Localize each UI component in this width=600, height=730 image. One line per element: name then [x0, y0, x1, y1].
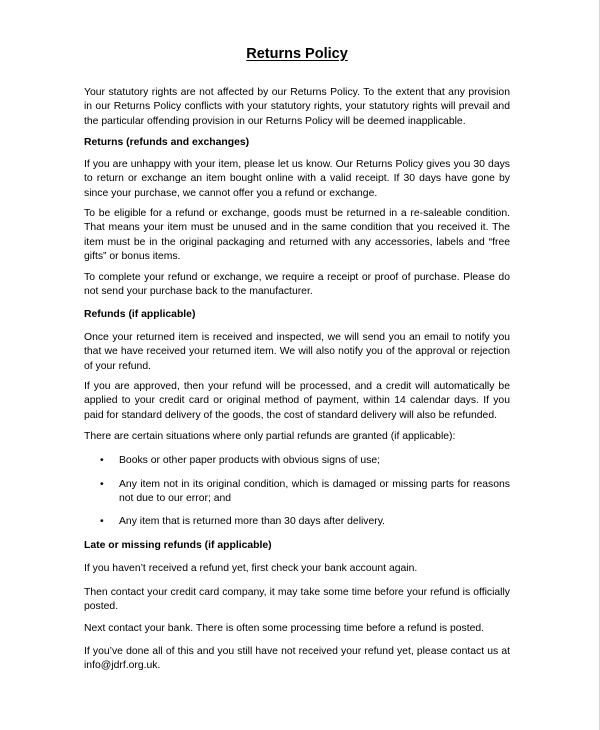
bullet-icon: • [100, 455, 104, 466]
late-paragraph-4: If you’ve done all of this and you still have not received your refund yet, please contact us at info@jdrf.org.uk. [84, 646, 510, 672]
returns-paragraph-2: To be eligible for a refund or exchange, goods must be returned in a re-saleable condition. That means your item must be unused and in the same condition that you received it. The item must be in the original packaging and returned with any accessories, labels and “free gifts” or bonus items. [84, 208, 510, 263]
refunds-heading: Refunds (if applicable) [84, 309, 196, 320]
list-item-text: Any item not in its original condition, which is damaged or missing parts for reasons not due to our error; and [119, 479, 510, 505]
bullet-icon: • [100, 479, 104, 490]
late-paragraph-3: Next contact your bank. There is often some processing time before a refund is posted. [84, 623, 485, 634]
list-item-text: Any item that is returned more than 30 days after delivery. [119, 516, 386, 527]
refunds-paragraph-1: Once your returned item is received and inspected, we will send you an email to notify you that we have received your returned item. We will also notify you of the approval or rejection of your refund. [84, 332, 510, 372]
late-paragraph-2: Then contact your credit card company, it may take some time before your refund is officially posted. [84, 587, 510, 613]
refunds-paragraph-2: If you are approved, then your refund will be processed, and a credit will automatically be applied to your credit card or original method of payment, within 14 calendar days. If you paid for standard delivery of the goods, the cost of standard delivery will also be refunded. [84, 381, 510, 421]
refunds-paragraph-3: There are certain situations where only partial refunds are granted (if applicable): [84, 431, 456, 442]
bullet-icon: • [100, 516, 104, 527]
returns-heading: Returns (refunds and exchanges) [84, 137, 250, 148]
late-paragraph-1: If you haven’t received a refund yet, first check your bank account again. [84, 563, 418, 574]
returns-paragraph-1: If you are unhappy with your item, please let us know. Our Returns Policy gives you 30 days to return or exchange an item bought online with a valid receipt. If 30 days have gone by since your purchase, we cannot offer you a refund or exchange. [84, 159, 510, 199]
returns-paragraph-3: To complete your refund or exchange, we require a receipt or proof of purchase. Please do not send your purchase back to the manufacturer. [84, 272, 510, 298]
document-title-text: Returns Policy [246, 46, 348, 62]
list-item-text: Books or other paper products with obvious signs of use; [119, 455, 381, 466]
document-title [84, 44, 510, 64]
intro-paragraph: Your statutory rights are not affected by our Returns Policy. To the extent that any provision in our Returns Policy conflicts with your statutory rights, your statutory rights will prevail and the particular offending provision in our Returns Policy will be deemed inapplicable. [84, 87, 510, 127]
late-refunds-heading: Late or missing refunds (if applicable) [84, 540, 272, 551]
